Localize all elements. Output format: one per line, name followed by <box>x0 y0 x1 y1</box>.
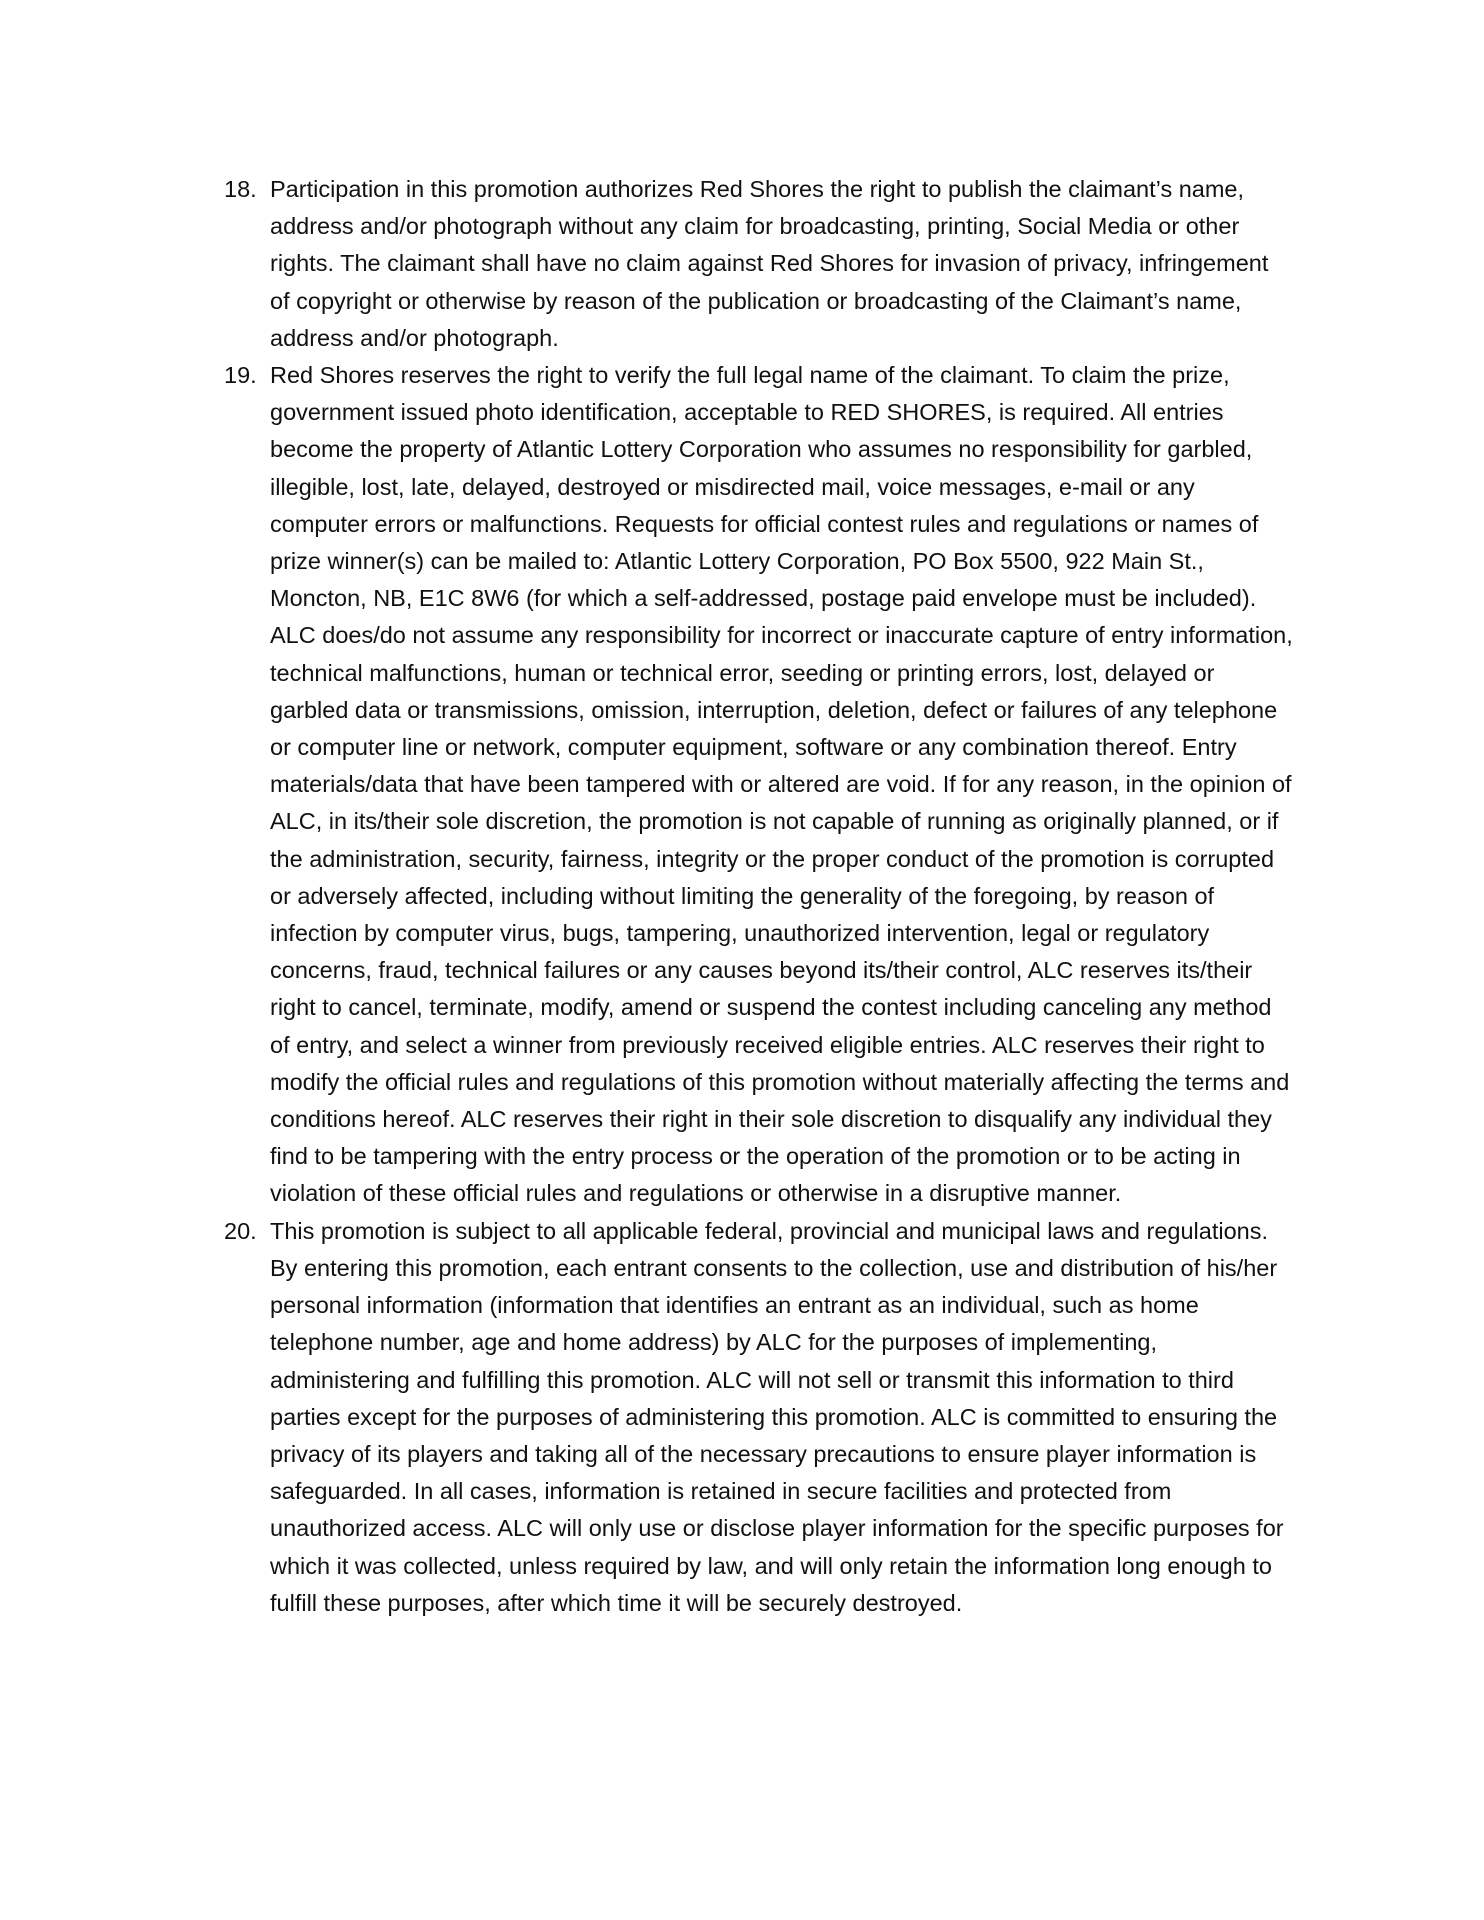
rule-item-20 <box>224 1213 1294 1622</box>
rule-number: 18. <box>224 176 257 202</box>
rule-number: 20. <box>224 1217 257 1244</box>
rule-number: 19. <box>224 362 257 389</box>
rule-item-19 <box>224 357 1294 1213</box>
rule-text: Participation in this promotion authorizes Red Shores the right to publish the claimant’s name, address and/or photograph without any claim for broadcasting, printing, Social Media or other rights. The claimant shall have no claim against Red Shores for invasion of privacy, infringement of copyright or otherwise by reason of the publication or broadcasting of the Claimant’s name, address and/or photograph. <box>270 176 1269 351</box>
rule-text: This promotion is subject to all applicable federal, provincial and municipal laws and regulations. By entering this promotion, each entrant consents to the collection, use and distribution of his/her personal information (information that identifies an entrant as an individual, such as home telephone number, age and home address) by ALC for the purposes of implementing, administering and fulfilling this promotion. ALC will not sell or transmit this information to third parties except for the purposes of administering this promotion. ALC is committed to ensuring the privacy of its players and taking all of the necessary precautions to ensure player information is safeguarded. In all cases, information is retained in secure facilities and protected from unauthorized access. ALC will only use or disclose player information for the specific purposes for which it was collected, unless required by law, and will only retain the information long enough to fulfill these purposes, after which time it will be securely destroyed. <box>270 1217 1284 1616</box>
rule-item-18 <box>224 171 1294 357</box>
rules-list <box>224 171 1294 1622</box>
rule-text: Red Shores reserves the right to verify the full legal name of the claimant. To claim the prize, government issued photo identification, acceptable to RED SHORES, is required. All entries become the property of Atlantic Lottery Corporation who assumes no responsibility for garbled, illegible, lost, late, delayed, destroyed or misdirected mail, voice messages, e-mail or any computer errors or malfunctions. Requests for official contest rules and regulations or names of prize winner(s) can be mailed to: Atlantic Lottery Corporation, PO Box 5500, 922 Main St., Moncton, NB, E1C 8W6 (for which a self-addressed, postage paid envelope must be included). ALC does/do not assume any responsibility for incorrect or inaccurate capture of entry information, technical malfunctions, human or technical error, seeding or printing errors, lost, delayed or garbled data or transmissions, omission, interruption, deletion, defect or failures of any telephone or computer line or network, computer equipment, software or any combination thereof. Entry materials/data that have been tampered with or altered are void. If for any reason, in the opinion of ALC, in its/their sole discretion, the promotion is not capable of running as originally planned, or if the administration, security, fairness, integrity or the proper conduct of the promotion is corrupted or adversely affected, including without limiting the generality of the foregoing, by reason of infection by computer virus, bugs, tampering, unauthorized intervention, legal or regulatory concerns, fraud, technical failures or any causes beyond its/their control, ALC reserves its/their right to cancel, terminate, modify, amend or suspend the contest including canceling any method of entry, and select a winner from previously received eligible entries. ALC reserves their right to modify the official rules and regulations of this promotion without materially affecting the terms and conditions hereof. ALC reserves their right in their sole discretion to disqualify any individual they find to be tampering with the entry process or the operation of the promotion or to be acting in violation of these official rules and regulations or otherwise in a disruptive manner. <box>270 362 1293 1207</box>
